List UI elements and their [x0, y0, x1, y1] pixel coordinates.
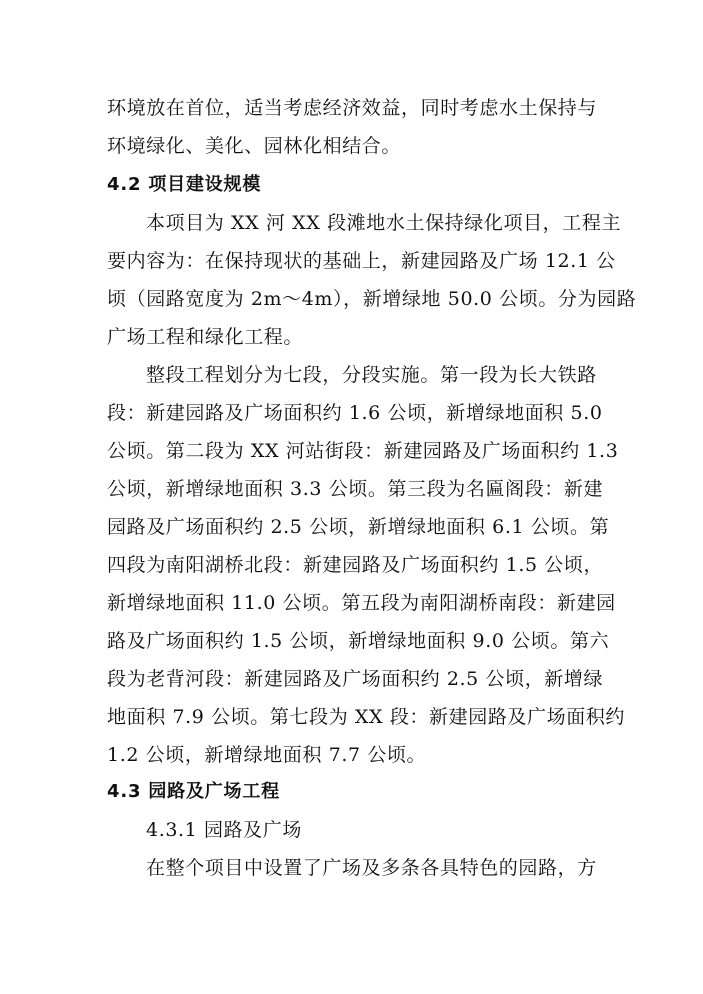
paragraph-line: 1.2 公顷，新增绿地面积 7.7 公顷。: [107, 744, 427, 766]
section-heading-4-2: 4.2 项目建设规模: [107, 174, 262, 195]
paragraph-line: 环境绿化、美化、园林化相结合。: [107, 135, 402, 157]
paragraph-line: 园路及广场面积约 2.5 公顷，新增绿地面积 6.1 公顷。第: [107, 516, 610, 538]
paragraph-line: 地面积 7.9 公顷。第七段为 XX 段：新建园路及广场面积约: [107, 706, 626, 728]
paragraph-line: 本项目为 XX 河 XX 段滩地水土保持绿化项目，工程主: [146, 212, 622, 234]
paragraph-line: 在整个项目中设置了广场及多条各具特色的园路，方: [146, 857, 597, 879]
paragraph-line: 顷（园路宽度为 2m～4m），新增绿地 50.0 公顷。分为园路: [107, 288, 637, 310]
subsection-heading-4-3-1: 4.3.1 园路及广场: [146, 819, 302, 841]
section-heading-4-3: 4.3 园路及广场工程: [107, 781, 280, 802]
paragraph-line: 广场工程和绿化工程。: [107, 326, 304, 348]
paragraph-line: 环境放在首位，适当考虑经济效益，同时考虑水土保持与: [107, 97, 598, 119]
paragraph-line: 路及广场面积约 1.5 公顷，新增绿地面积 9.0 公顷。第六: [107, 630, 610, 652]
paragraph-line: 要内容为：在保持现状的基础上，新建园路及广场 12.1 公: [107, 250, 616, 272]
paragraph-line: 段为老背河段：新建园路及广场面积约 2.5 公顷，新增绿: [107, 668, 604, 690]
paragraph-line: 段：新建园路及广场面积约 1.6 公顷，新增绿地面积 5.0: [107, 402, 603, 424]
paragraph-line: 四段为南阳湖桥北段：新建园路及广场面积约 1.5 公顷，: [107, 554, 604, 576]
paragraph-line: 整段工程划分为七段，分段实施。第一段为长大铁路: [146, 364, 597, 386]
paragraph-line: 公顷。第二段为 XX 河站街段：新建园路及广场面积约 1.3: [107, 440, 619, 462]
paragraph-line: 新增绿地面积 11.0 公顷。第五段为南阳湖桥南段：新建园: [107, 592, 616, 614]
paragraph-line: 公顷，新增绿地面积 3.3 公顷。第三段为名匾阁段：新建: [107, 478, 604, 500]
